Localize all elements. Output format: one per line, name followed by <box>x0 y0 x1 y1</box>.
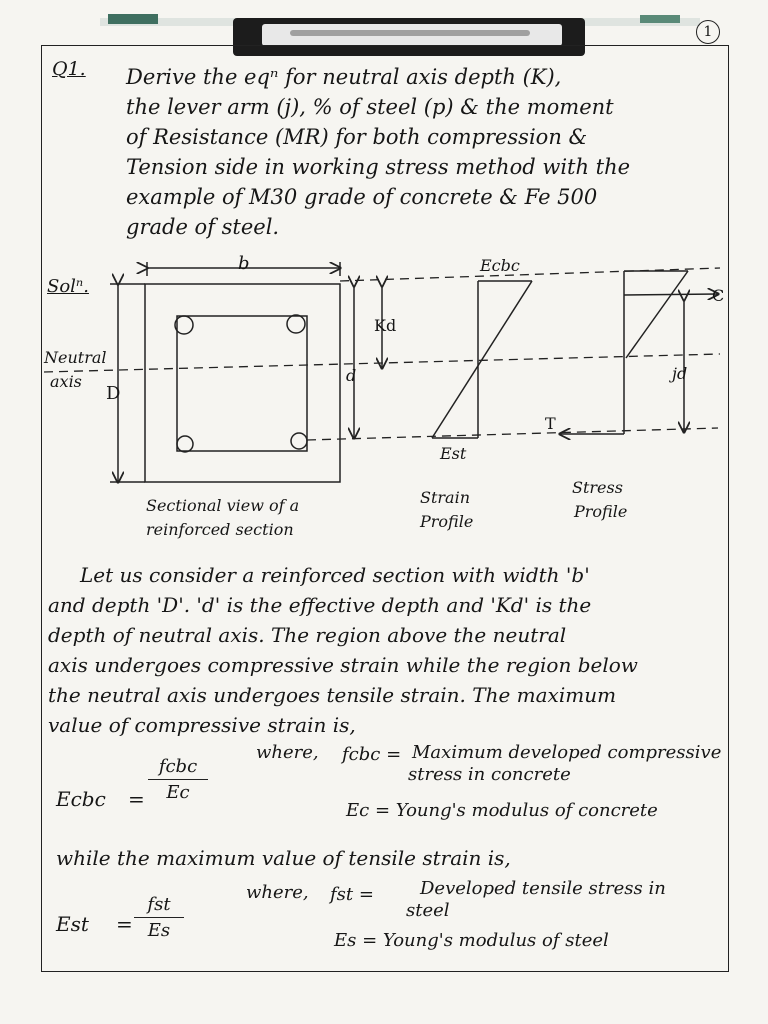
question-line: example of M30 grade of concrete & Fe 500 <box>126 185 598 209</box>
strain-caption: Profile <box>420 512 474 531</box>
jd-label: jd <box>672 364 688 383</box>
rebar-bottom-left <box>177 436 193 452</box>
rebar-top-right <box>287 315 305 333</box>
fst-term: fst = <box>330 884 374 905</box>
depth-label: D <box>106 383 121 404</box>
est-label: Est <box>440 444 467 463</box>
d-label: d <box>346 366 357 385</box>
strain-caption: Strain <box>420 488 470 507</box>
fcbc-term: fcbc = <box>342 744 402 765</box>
eq2-fraction <box>134 894 184 941</box>
es-definition: Es = Young's modulus of steel <box>334 930 609 951</box>
compression-arrow <box>624 294 718 295</box>
body-line: and depth 'D'. 'd' is the effective depth and 'Kd' is the <box>48 593 592 617</box>
ec-definition: Ec = Young's modulus of concrete <box>346 800 658 821</box>
fcbc-definition: Maximum developed compressive <box>412 742 722 763</box>
tensile-intro: while the maximum value of tensile strain is, <box>56 846 511 870</box>
eq2-equals: = <box>116 912 133 936</box>
fst-definition: Developed tensile stress in <box>420 878 666 899</box>
eq1-denominator: Ec <box>166 782 190 803</box>
where-label: where, <box>246 882 309 903</box>
body-paragraph <box>48 560 728 740</box>
question-line: of Resistance (MR) for both compression & <box>126 125 588 149</box>
c-label: C <box>712 286 725 305</box>
eq1-fraction <box>148 756 208 803</box>
eq1-lhs: Ecbc <box>56 787 106 811</box>
width-label: b <box>238 253 250 274</box>
ecbc-label: Ecbc <box>480 256 520 275</box>
rebar-bottom-right <box>291 433 307 449</box>
body-line: Let us consider a reinforced section with width 'b' <box>80 563 590 587</box>
eq2-denominator: Es <box>147 920 171 941</box>
solution-label: Solⁿ. <box>47 276 89 297</box>
fst-definition: steel <box>406 900 450 921</box>
question-line: Derive the eqⁿ for neutral axis depth (K), <box>126 65 562 89</box>
stress-caption: Profile <box>574 502 628 521</box>
eq1-numerator: fcbc <box>148 756 208 780</box>
stress-caption: Stress <box>572 478 623 497</box>
body-line: depth of neutral axis. The region above the neutral <box>48 623 567 647</box>
question-label: Q1. <box>52 58 86 80</box>
question-line: the lever arm (j), % of steel (p) & the moment <box>126 95 614 119</box>
eq1-equals: = <box>128 787 145 811</box>
page-number: 1 <box>696 20 720 44</box>
neutral-axis-label: Neutral <box>44 348 107 367</box>
body-line: value of compressive strain is, <box>48 713 356 737</box>
stress-diagonal <box>626 271 688 358</box>
fcbc-definition: stress in concrete <box>408 764 571 785</box>
section-outline <box>145 284 340 482</box>
question-line: grade of steel. <box>126 215 280 239</box>
stirrup <box>177 316 307 451</box>
body-line: the neutral axis undergoes tensile strain. The maximum <box>48 683 617 707</box>
question-line: Tension side in working stress method with the <box>126 155 631 179</box>
section-caption: Sectional view of a <box>146 496 300 515</box>
neutral-axis-label: axis <box>50 372 82 391</box>
eq2-numerator: fst <box>134 894 184 918</box>
eq2-lhs: Est <box>56 912 89 936</box>
where-label: where, <box>256 742 319 763</box>
section-caption: reinforced section <box>146 520 294 539</box>
top-dashed-line <box>340 268 720 281</box>
t-label: T <box>545 414 556 433</box>
kd-label: Kd <box>374 316 397 335</box>
body-line: axis undergoes compressive strain while the region below <box>48 653 638 677</box>
effective-depth-line <box>307 428 718 440</box>
